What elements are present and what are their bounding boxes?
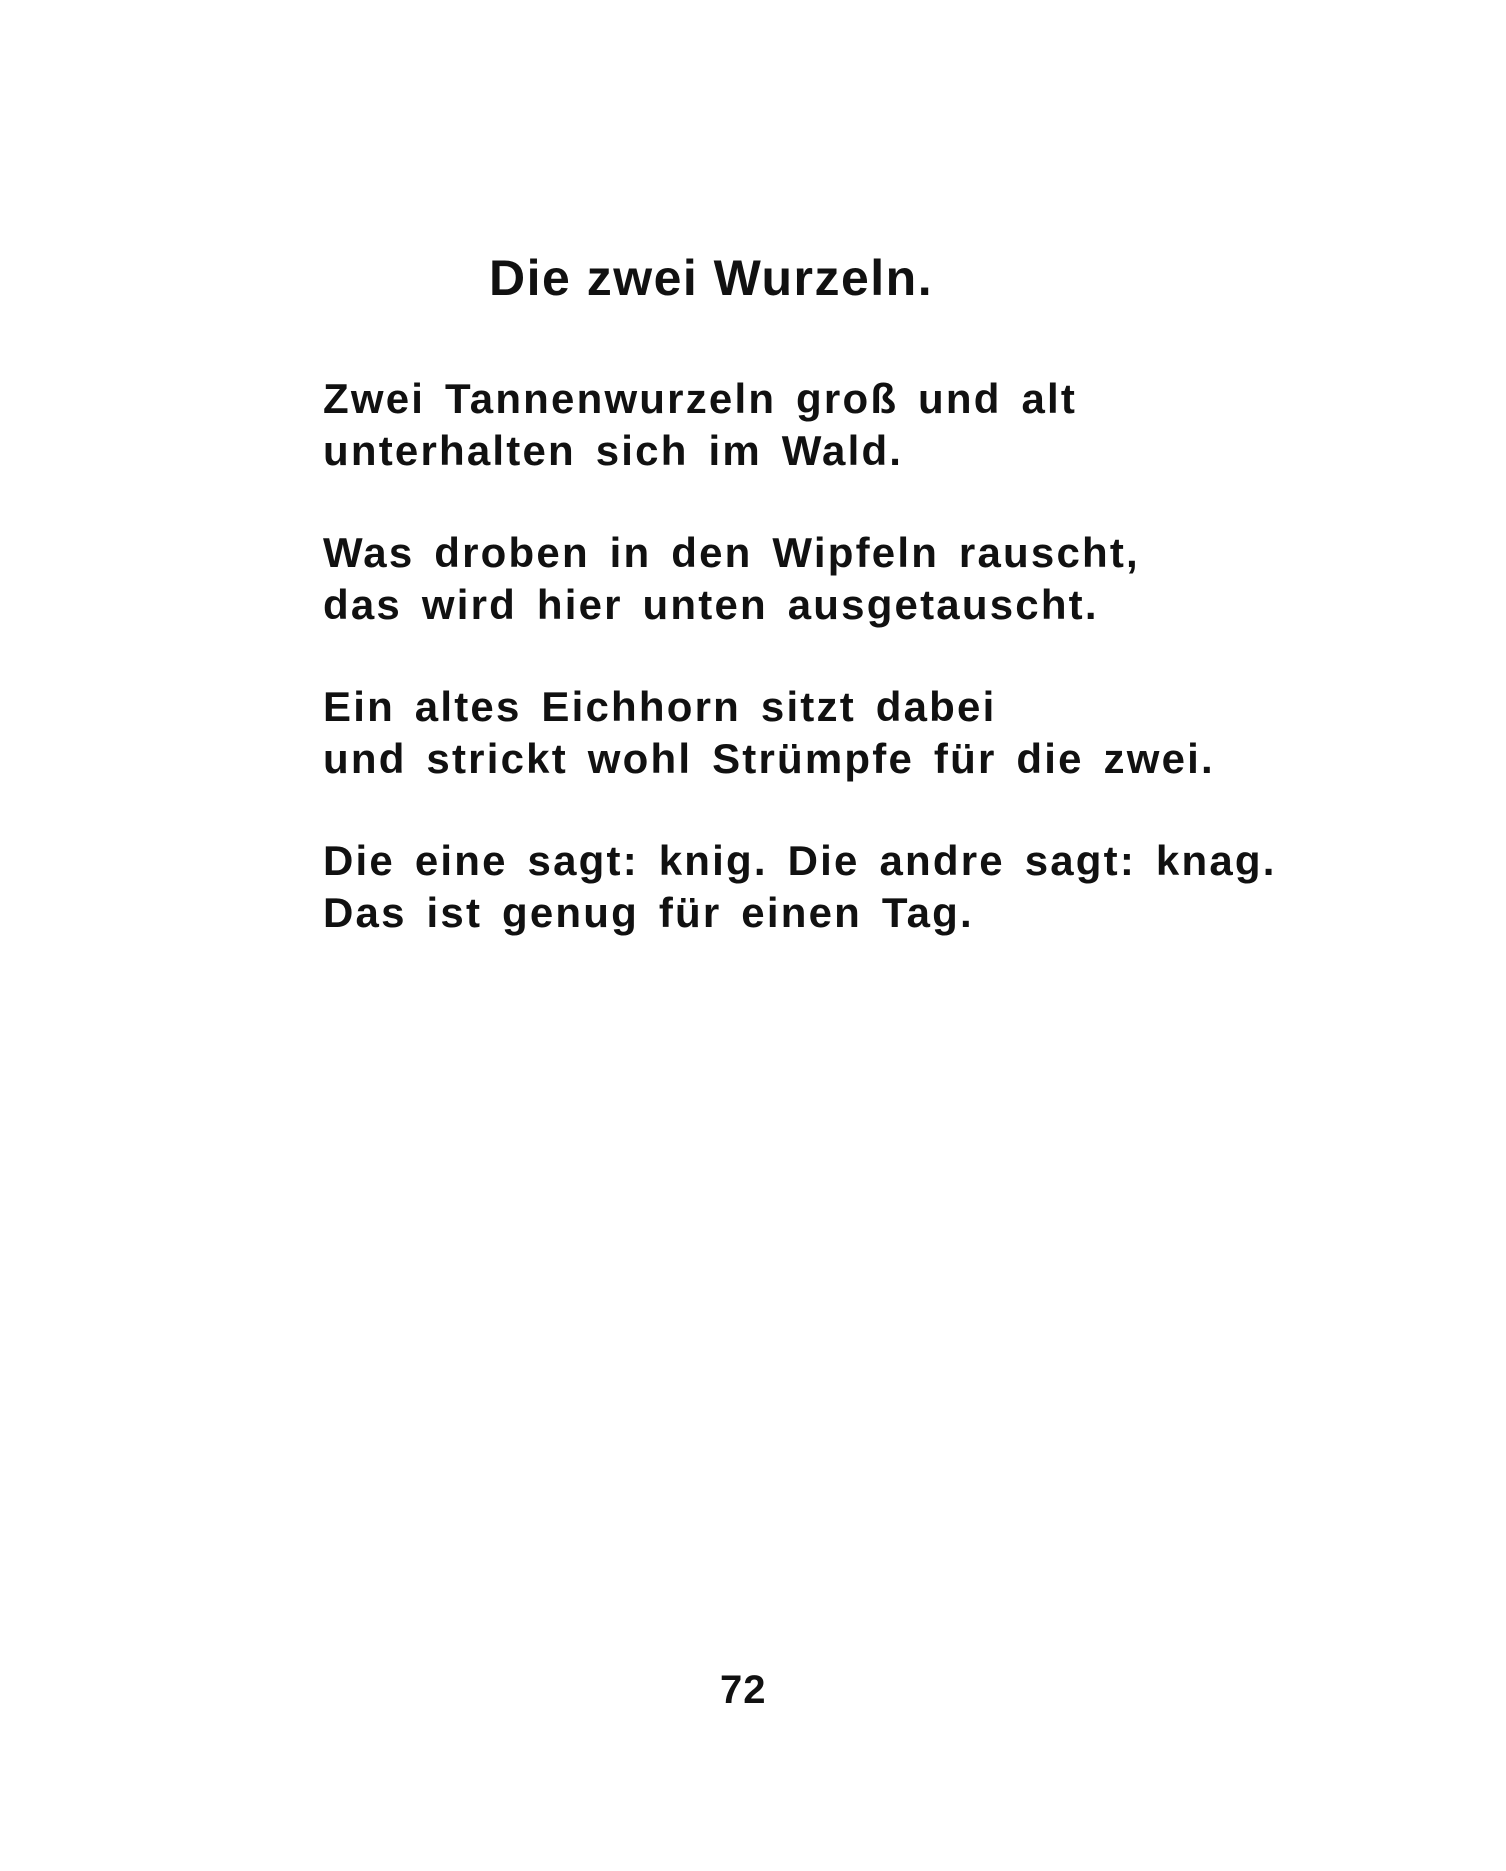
poem-line: Die eine sagt: knig. Die andre sagt: knag. <box>323 837 1277 884</box>
poem-line: Was droben in den Wipfeln rauscht, <box>323 529 1140 576</box>
stanza-2 <box>323 527 1473 631</box>
poem-line: das wird hier unten ausgetauscht. <box>323 581 1099 628</box>
page-number: 72 <box>720 1668 767 1712</box>
poem-body <box>323 373 1473 989</box>
poem-line: Das ist genug für einen Tag. <box>323 889 974 936</box>
poem-title: Die zwei Wurzeln. <box>489 250 934 306</box>
poem-line: Ein altes Eichhorn sitzt dabei <box>323 683 997 730</box>
poem-line: unterhalten sich im Wald. <box>323 427 904 474</box>
stanza-3 <box>323 681 1473 785</box>
poem-line: Zwei Tannenwurzeln groß und alt <box>323 375 1078 422</box>
stanza-4 <box>323 835 1473 939</box>
poem-line: und strickt wohl Strümpfe für die zwei. <box>323 735 1215 782</box>
stanza-1 <box>323 373 1473 477</box>
